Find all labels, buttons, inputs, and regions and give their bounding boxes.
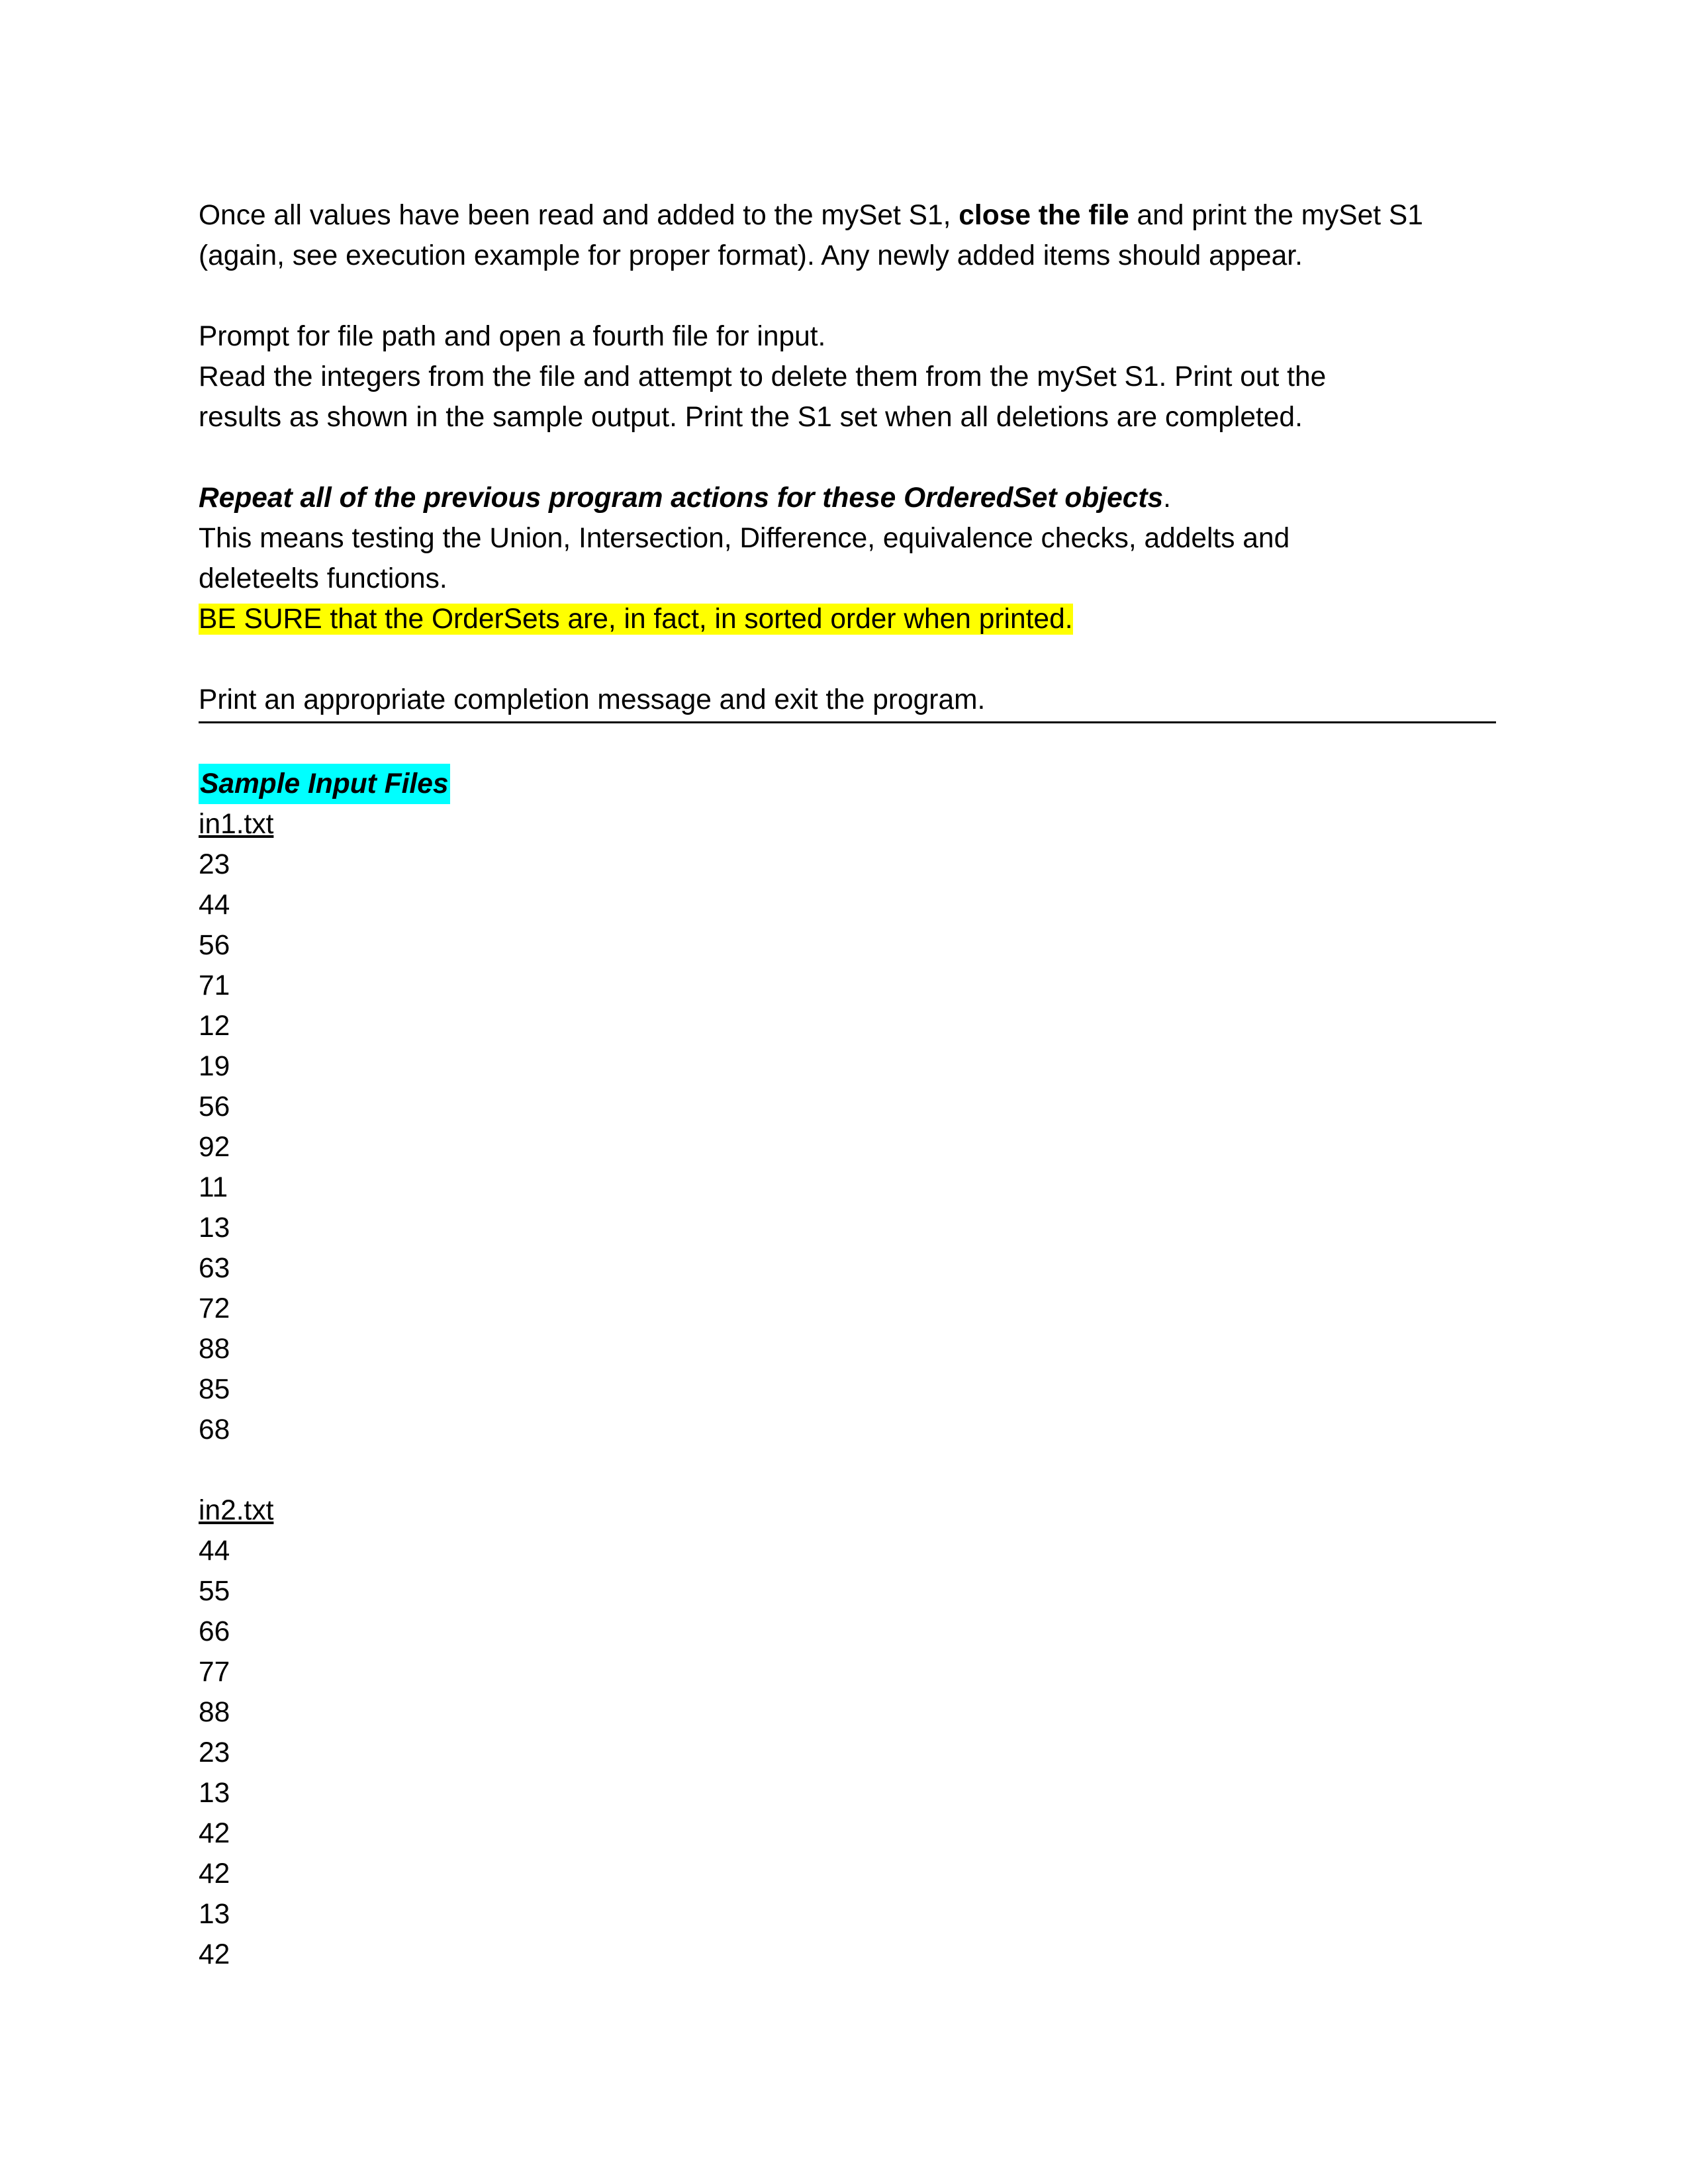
file-value: 11: [199, 1172, 228, 1203]
paragraph-close-file: [199, 195, 1496, 276]
file-value: 56: [199, 930, 230, 961]
text-run: This means testing the Union, Intersection, Difference, equivalence checks, addelts and: [199, 523, 1290, 554]
blank-line: [199, 437, 1496, 478]
blank-line: [199, 639, 1496, 680]
file-value: 23: [199, 1737, 230, 1768]
file-value: 88: [199, 1334, 230, 1365]
file-value: 42: [199, 1939, 230, 1970]
text-run: deleteelts functions.: [199, 563, 447, 594]
file-value: 72: [199, 1293, 230, 1324]
text-run: and print the mySet S1: [1129, 200, 1423, 231]
file-value: 77: [199, 1657, 230, 1688]
bold-text-run: close the file: [959, 200, 1129, 231]
file-value: 44: [199, 1535, 230, 1567]
paragraph-repeat-actions: [199, 478, 1496, 639]
file-value: 23: [199, 849, 230, 880]
file-values-list: [199, 844, 1496, 1450]
file-value: 92: [199, 1132, 230, 1163]
file-listing-in1: [199, 804, 1496, 1450]
file-value: 71: [199, 970, 230, 1001]
file-value: 63: [199, 1253, 230, 1284]
blank-line: [199, 276, 1496, 316]
document-page: [199, 195, 1496, 1975]
text-run: Prompt for file path and open a fourth file for input.: [199, 321, 826, 352]
file-value: 13: [199, 1212, 230, 1244]
text-run: results as shown in the sample output. Print the S1 set when all deletions are completed.: [199, 402, 1303, 433]
file-value: 42: [199, 1858, 230, 1889]
file-value: 88: [199, 1697, 230, 1728]
blank-line: [199, 1450, 1496, 1490]
section-heading: Sample Input Files: [199, 764, 450, 804]
text-run: (again, see execution example for proper format). Any newly added items should appear.: [199, 240, 1303, 271]
file-value: 55: [199, 1576, 230, 1607]
text-run: Read the integers from the file and attempt to delete them from the mySet S1. Print out the: [199, 361, 1327, 392]
file-value: 68: [199, 1414, 230, 1445]
file-name: in1.txt: [199, 809, 274, 840]
blank-line: [199, 723, 1496, 764]
bold-italic-text-run: Repeat all of the previous program actions for these OrderedSet objects: [199, 482, 1164, 514]
file-value: 44: [199, 889, 230, 921]
file-name: in2.txt: [199, 1495, 274, 1526]
file-value: 19: [199, 1051, 230, 1082]
file-values-list: [199, 1531, 1496, 1975]
file-value: 13: [199, 1778, 230, 1809]
text-run: .: [1163, 482, 1171, 514]
highlighted-text-run: BE SURE that the OrderSets are, in fact, in sorted order when printed.: [199, 604, 1073, 635]
file-value: 66: [199, 1616, 230, 1647]
file-listing-in2: [199, 1490, 1496, 1975]
text-run: Print an appropriate completion message and exit the program.: [199, 684, 986, 715]
file-value: 12: [199, 1011, 230, 1042]
sample-input-section: [199, 764, 1496, 1975]
file-value: 85: [199, 1374, 230, 1405]
paragraph-fourth-file: [199, 316, 1496, 437]
file-value: 56: [199, 1091, 230, 1122]
file-value: 13: [199, 1899, 230, 1930]
file-value: 42: [199, 1818, 230, 1849]
text-run: Once all values have been read and added to the mySet S1,: [199, 200, 959, 231]
paragraph-completion: [199, 680, 1496, 723]
